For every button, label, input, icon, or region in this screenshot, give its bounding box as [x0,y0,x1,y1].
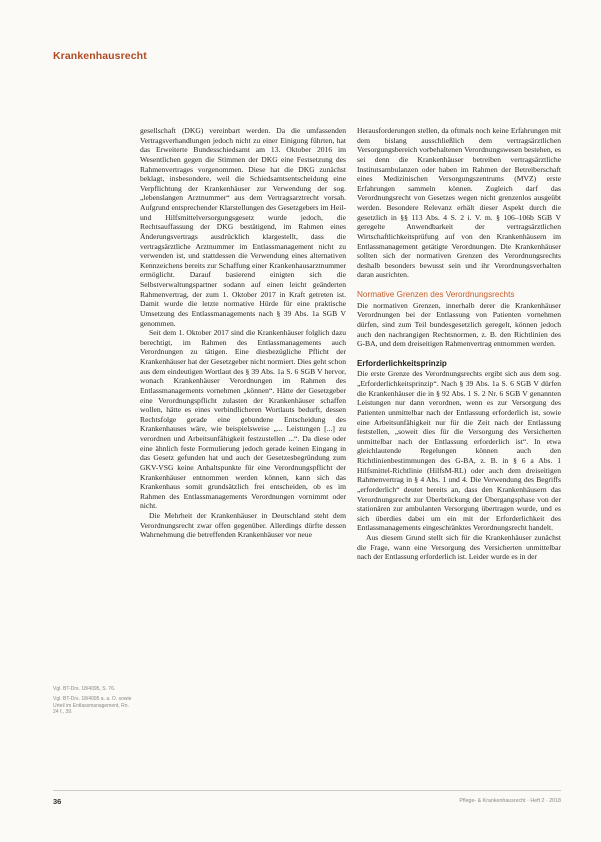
subheading-erforderlichkeitsprinzip: Erforderlichkeitsprinzip [357,358,447,368]
left-paragraph-2: Seit dem 1. Oktober 2017 sind die Krankenhäuser folglich dazu berechtigt, im Rahmen des Entlassmanagements auch Verordnungen zu tätigen. Eine diesbezügliche Pflicht der Krankenhäuser hat der Gesetzgeber nicht normiert. Dies geht schon aus dem eindeutigen Wortlaut des § 39 Abs. 1a S. 6 SGB V hervor, wonach Krankenhäuser Verordnungen im Rahmen des Entlassmanagements vornehmen „können“. Hätte der Gesetzgeber eine Verordnungspflicht zulasten der Krankenhäuser schaffen wollen, hätte es eines verbindlicheren Wortlauts bedurft, dessen Rechtsfolge gerade eine gebundene Entscheidung des Krankenhauses wäre, wie beispielsweise „... Leistungen [...] zu verordnen und Arbeitsunfähigkeit festzustellen ...“. Da diese oder eine ähnlich feste Formulierung jedoch gerade keinen Eingang in das Gesetz gefunden hat und auch der Gesetzesbegründung zum GKV-VSG keine Anhaltspunkte für eine Verordnungspflicht der Krankenhäuser entnommen werden können, kann sich das Krankenhaus somit grundsätzlich frei entscheiden, ob es im Rahmen des Entlassmanagements Verordnungen vornimmt oder nicht. [140,328,346,511]
page-number: 36 [53,797,62,806]
right-paragraph-last: Aus diesem Grund stellt sich für die Krankenhäuser zunächst die Frage, wann eine Versorgung des Versicherten unmittelbar nach der Entlassung erforderlich ist. Leider wurde es in der [357,533,561,562]
footnotes [53,686,133,720]
subheading-normative-grenzen: Normative Grenzen des Verordnungsrechts [357,290,515,299]
left-paragraph-1: gesellschaft (DKG) vereinbart werden. Da die umfassenden Vertragsverhandlungen jedoch nicht zu einer Einigung führten, hat das Erweiterte Bundesschiedsamt am 13. Oktober 2016 im Wesentlichen gegen die Stimmen der DKG eine Festsetzung des Rahmenvertrages vorgenommen. Diese hat die DKG zunächst beklagt, insbesondere, weil die Schiedsamtsentscheidung eine Verpflichtung der Krankenhäuser zur Verwendung der sog. „lebenslangen Arztnummer“ aus dem Vertragsarztrecht vorsah. Aufgrund entsprechender Klarstellungen des Gesetzgebers im Heil- und Hilfsmittelversorgungsgesetz wurde jedoch, die Rechtsauffassung der DKG bestätigend, im Rahmen eines Änderungsvertrags ausdrücklich klargestellt, dass die vertragsärztliche Arztnummer im Entlassmanagement nicht zu verwenden ist, und stattdessen die Verwendung eines alternativen Kennzeichens bereits zur Schaffung einer Krankenhausarztnummer ermöglicht. Darauf basierend einigten sich die Selbstverwaltungspartner sodann auf einen leicht geänderten Rahmenvertrag, der zum 1. Oktober 2017 in Kraft getreten ist. Damit wurde die letzte normative Hürde für eine praktische Umsetzung des Entlassmanagements nach § 39 Abs. 1a SGB V genommen. [140,126,346,328]
section-label: Krankenhausrecht [53,50,147,62]
right-paragraph-grenzen: Die normativen Grenzen, innerhalb derer die Krankenhäuser Verordnungen bei der Entlassung von Patienten vornehmen dürfen, sind zum Teil bundesgesetzlich geregelt, können jedoch auch den nachrangigen Rechtsnormen, z. B. den Richtlinien des G-BA, und dem dreiseitigen Rahmenvertrag entnommen werden. [357,300,561,349]
footer-divider [53,790,561,791]
left-paragraph-3: Die Mehrheit der Krankenhäuser in Deutschland steht dem Verordnungsrecht zwar offen gegenüber. Allerdings dürfte dessen Wahrnehmung die betreffenden Krankenhäuser vor neue [140,511,346,540]
right-paragraph-erforderlichkeit: Die erste Grenze des Verordnungsrechts ergibt sich aus dem sog. „Erforderlichkeitsprinzip“. Nach § 39 Abs. 1a S. 6 SGB V dürfen die Krankenhäuser die in § 92 Abs. 1 S. 2 Nr. 6 SGB V genannten Leistungen nur dann verordnen, wenn es zur Versorgung des Patienten unmittelbar nach der Entlassung erforderlich ist, sowie eine Arbeitsunfähigkeit nur für die Zeit nach der Entlassung feststellen, „soweit dies für die Versorgung des Versicherten unmittelbar nach der Entlassung erforderlich ist“. In etwa gleichlautende Regelungen können auch den Richtlinienbestimmungen des G-BA, z. B. in § 6 a Abs. 1 Hilfsmittel-Richtlinie (HilfsM-RL) oder auch dem dreiseitigen Rahmenvertrag in § 4 Abs. 1 und 4. Die Verwendung des Begriffs „erforderlich“ deutet bereits an, dass den Krankenhäusern das Verordnungsrecht zur Überbrückung der Übergangsphase von der stationären zur ambulanten Versorgung übertragen wurde, und es sich überdies dabei um ein mit der Erforderlichkeit des Entlassmanagements eingeschränktes Verordnungsrecht handelt. [357,369,561,533]
footnote-2: Vgl. BT-Drs. 18/4095 a. a. O. sowie Urteil im Entlassmanagement, Rn. 24 f., 39. [53,696,132,716]
journal-footer: Pflege- & Krankenhausrecht · Heft 2 · 2018 [459,798,561,804]
right-intro-paragraph: Herausforderungen stellen, da oftmals noch keine Erfahrungen mit dem bislang ausschließlich dem vertragsärztlichen Versorgungsbereich vorbehaltenen Verordnungswesen bestehen, es sei denn die Krankenhäuser betreiben vertragsärztliche Institutsambulanzen oder haben im Rahmen der Betreiberschaft eines Medizinischen Versorgungszentrums (MVZ) erste Erfahrungen sammeln können. Zugleich darf das Verordnungsrecht von Gesetzes wegen nicht grenzenlos ausgeübt werden. Besondere Relevanz erhält dieser Aspekt durch die gesetzlich in §§ 113 Abs. 4 S. 2 i. V. m. § 106–106b SGB V geregelte Anwendbarkeit der vertragsärztlichen Wirtschaftlichkeitsprüfung auf von den Krankenhäusern im Entlassmanagement getätigte Verordnungen. Die Krankenhäuser sollten sich der normativen Grenzen des Verordnungsrechts deshalb besonders bewusst sein und ihr Verordnungsverhalten daran ausrichten. [357,126,561,280]
left-column [140,126,346,540]
footnote-1: Vgl. BT-Drs. 18/4095, S. 76. [53,686,116,692]
right-column [357,126,561,562]
